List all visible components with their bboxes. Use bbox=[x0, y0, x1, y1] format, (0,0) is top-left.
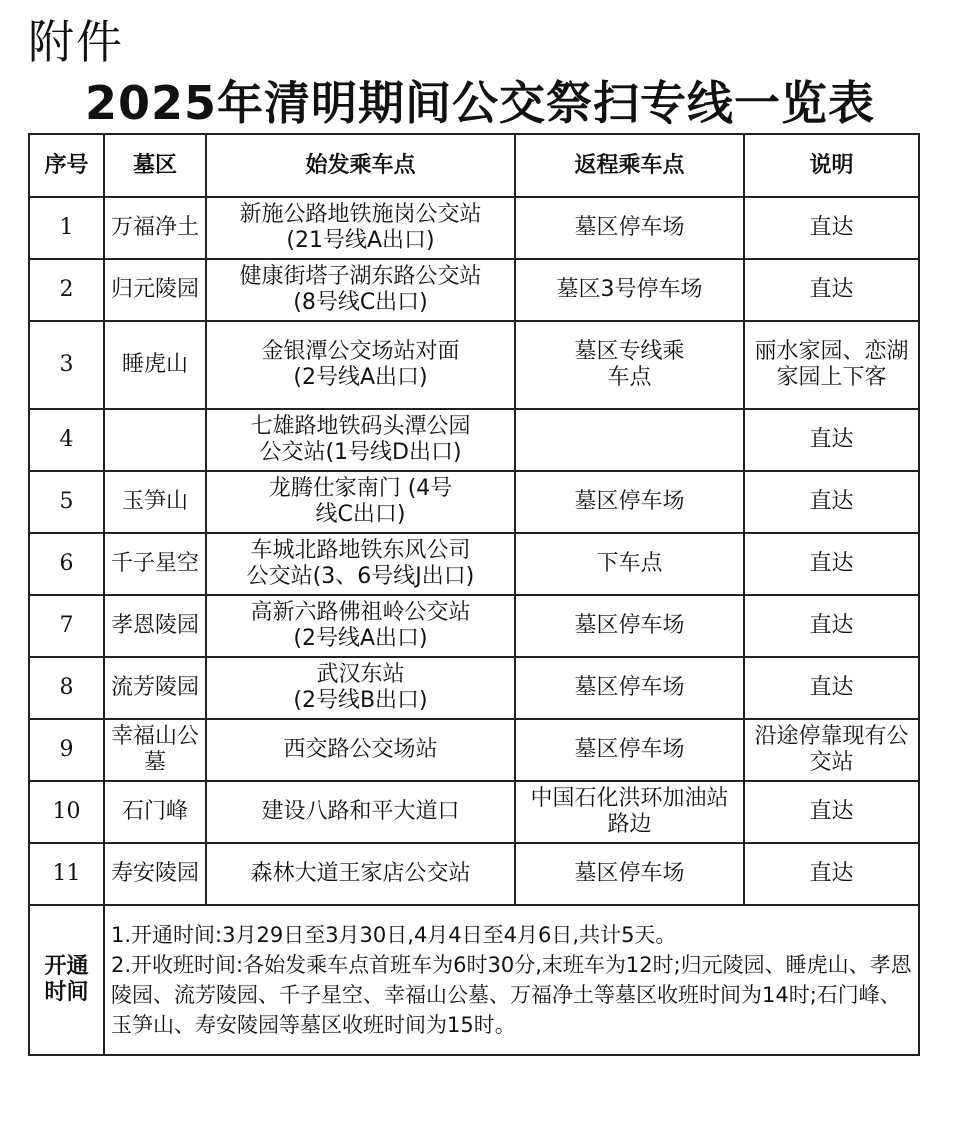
notes-content bbox=[104, 905, 919, 1055]
notes-label bbox=[29, 905, 104, 1055]
note-cell: 直达 bbox=[744, 843, 919, 905]
column-header-departure: 始发乘车点 bbox=[206, 134, 515, 197]
note-cell: 沿途停靠现有公交站 bbox=[744, 719, 919, 781]
return-cell: 下车点 bbox=[515, 533, 744, 595]
table-row bbox=[29, 781, 919, 843]
departure-line1: 新施公路地铁施岗公交站 bbox=[239, 202, 482, 227]
departure-line2: (2号线A出口) bbox=[293, 365, 428, 390]
departure-line1: 武汉东站 bbox=[316, 662, 405, 687]
departure-line1: 金银潭公交场站对面 bbox=[261, 339, 460, 364]
departure-line2: (8号线C出口) bbox=[293, 290, 428, 315]
cemetery-cell: 睡虎山 bbox=[104, 321, 206, 409]
departure-cell bbox=[206, 197, 515, 259]
departure-line2: 公交站(1号线D出口) bbox=[259, 440, 462, 465]
table-row bbox=[29, 197, 919, 259]
notes-line2: 2.开收班时间:各始发乘车点首班车为6时30分,末班车为12时;归元陵园、睡虎山、孝恩陵园、流芳陵园、千子星空、幸福山公墓、万福净土等墓区收班时间为14时;石门峰、玉笋山、寿安陵园等墓区收班时间为15时。 bbox=[111, 953, 912, 1037]
departure-cell bbox=[206, 657, 515, 719]
note-cell: 直达 bbox=[744, 259, 919, 321]
cemetery-cell: 归元陵园 bbox=[104, 259, 206, 321]
row-number: 3 bbox=[29, 321, 104, 409]
table-row bbox=[29, 595, 919, 657]
return-cell: 墓区停车场 bbox=[515, 843, 744, 905]
departure-cell bbox=[206, 259, 515, 321]
note-cell: 直达 bbox=[744, 409, 919, 471]
column-header-note: 说明 bbox=[744, 134, 919, 197]
return-cell: 墓区停车场 bbox=[515, 471, 744, 533]
row-number: 4 bbox=[29, 409, 104, 471]
row-number: 7 bbox=[29, 595, 104, 657]
return-cell: 墓区停车场 bbox=[515, 719, 744, 781]
return-cell: 墓区停车场 bbox=[515, 657, 744, 719]
cemetery-cell: 流芳陵园 bbox=[104, 657, 206, 719]
departure-line2: 线C出口) bbox=[315, 502, 406, 527]
row-number: 10 bbox=[29, 781, 104, 843]
departure-cell bbox=[206, 471, 515, 533]
table-row bbox=[29, 533, 919, 595]
note-cell: 直达 bbox=[744, 197, 919, 259]
table-row bbox=[29, 657, 919, 719]
table-row bbox=[29, 259, 919, 321]
departure-line2: (21号线A出口) bbox=[286, 228, 435, 253]
row-number: 6 bbox=[29, 533, 104, 595]
return-cell bbox=[515, 409, 744, 471]
cemetery-cell: 千子星空 bbox=[104, 533, 206, 595]
return-cell: 墓区停车场 bbox=[515, 595, 744, 657]
cemetery-cell: 孝恩陵园 bbox=[104, 595, 206, 657]
notes-label-text: 开通时间 bbox=[44, 954, 89, 1005]
notes-row bbox=[29, 905, 919, 1055]
bus-line-table bbox=[28, 133, 920, 1056]
page-title: 2025年清明期间公交祭扫专线一览表 bbox=[84, 76, 876, 130]
departure-line1: 健康街塔子湖东路公交站 bbox=[239, 264, 482, 289]
return-cell: 中国石化洪环加油站路边 bbox=[515, 781, 744, 843]
departure-cell bbox=[206, 409, 515, 471]
cemetery-cell: 幸福山公墓 bbox=[104, 719, 206, 781]
note-cell: 直达 bbox=[744, 781, 919, 843]
attachment-label: 附件 bbox=[28, 15, 124, 69]
departure-cell bbox=[206, 533, 515, 595]
departure-cell: 建设八路和平大道口 bbox=[206, 781, 515, 843]
return-cell bbox=[515, 321, 744, 409]
table-row bbox=[29, 409, 919, 471]
note-cell: 直达 bbox=[744, 533, 919, 595]
row-number: 11 bbox=[29, 843, 104, 905]
departure-line1: 车城北路地铁东风公司 bbox=[250, 538, 471, 563]
table-row bbox=[29, 321, 919, 409]
departure-cell: 西交路公交场站 bbox=[206, 719, 515, 781]
departure-line1: 七雄路地铁码头潭公园 bbox=[250, 414, 471, 439]
return-cell: 墓区3号停车场 bbox=[515, 259, 744, 321]
cemetery-cell: 万福净土 bbox=[104, 197, 206, 259]
cemetery-cell: 石门峰 bbox=[104, 781, 206, 843]
table-row bbox=[29, 843, 919, 905]
notes-line1: 1.开通时间:3月29日至3月30日,4月4日至4月6日,共计5天。 bbox=[111, 923, 677, 947]
column-header-cemetery: 墓区 bbox=[104, 134, 206, 197]
note-cell: 丽水家园、恋湖家园上下客 bbox=[744, 321, 919, 409]
cemetery-cell: 寿安陵园 bbox=[104, 843, 206, 905]
note-cell: 直达 bbox=[744, 595, 919, 657]
return-text: 墓区专线乘车点 bbox=[574, 339, 685, 390]
table-row bbox=[29, 719, 919, 781]
departure-cell: 森林大道王家店公交站 bbox=[206, 843, 515, 905]
departure-cell bbox=[206, 321, 515, 409]
row-number: 2 bbox=[29, 259, 104, 321]
departure-line2: 公交站(3、6号线J出口) bbox=[246, 564, 475, 589]
cemetery-cell: 玉笋山 bbox=[104, 471, 206, 533]
column-header-no: 序号 bbox=[29, 134, 104, 197]
departure-line2: (2号线B出口) bbox=[293, 688, 428, 713]
row-number: 9 bbox=[29, 719, 104, 781]
column-header-return: 返程乘车点 bbox=[515, 134, 744, 197]
departure-line1: 高新六路佛祖岭公交站 bbox=[250, 600, 471, 625]
row-number: 1 bbox=[29, 197, 104, 259]
departure-line2: (2号线A出口) bbox=[293, 626, 428, 651]
row-number: 5 bbox=[29, 471, 104, 533]
table-row bbox=[29, 471, 919, 533]
departure-cell bbox=[206, 595, 515, 657]
table-header-row bbox=[29, 134, 919, 197]
note-cell: 直达 bbox=[744, 657, 919, 719]
note-cell: 直达 bbox=[744, 471, 919, 533]
departure-line1: 龙腾仕家南门 (4号 bbox=[268, 476, 453, 501]
return-cell: 墓区停车场 bbox=[515, 197, 744, 259]
row-number: 8 bbox=[29, 657, 104, 719]
cemetery-cell bbox=[104, 409, 206, 471]
